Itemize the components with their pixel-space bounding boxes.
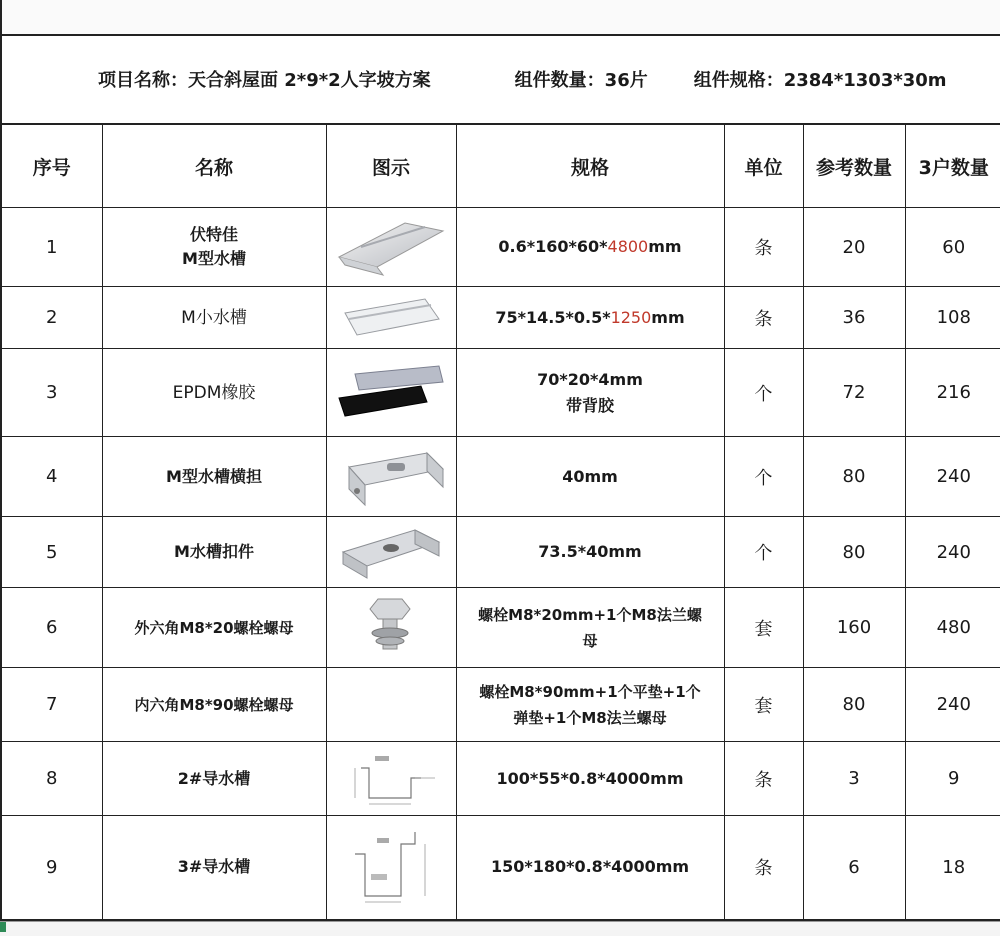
table-row	[1, 742, 1000, 816]
hex-bolt-icon	[326, 588, 456, 668]
row-ref-qty: 80	[803, 437, 905, 517]
table-row	[1, 588, 1000, 668]
row-unit: 条	[724, 742, 803, 816]
row-name: M小水槽	[102, 287, 326, 349]
channel-drawing-icon	[326, 742, 456, 816]
col-header-picture: 图示	[326, 124, 456, 208]
row-name: 2#导水槽	[102, 742, 326, 816]
row-ref-qty: 160	[803, 588, 905, 668]
row-unit: 个	[724, 437, 803, 517]
row-unit: 个	[724, 517, 803, 588]
row-unit: 条	[724, 208, 803, 287]
row-spec: 70*20*4mm 带背胶	[456, 349, 724, 437]
row-no: 5	[1, 517, 102, 588]
row-spec: 0.6*160*60*4800mm	[456, 208, 724, 287]
row-qty3: 240	[905, 668, 1000, 742]
row-name: M水槽扣件	[102, 517, 326, 588]
table-row	[1, 517, 1000, 588]
row-ref-qty: 3	[803, 742, 905, 816]
row-no: 1	[1, 208, 102, 287]
row-no: 2	[1, 287, 102, 349]
col-header-unit: 单位	[724, 124, 803, 208]
col-header-qty3: 3户数量	[905, 124, 1000, 208]
table-header-row	[1, 124, 1000, 208]
project-name: 项目名称：天合斜屋面 2*9*2人字坡方案	[98, 70, 431, 91]
row-spec: 40mm	[456, 437, 724, 517]
crossbar-icon	[326, 437, 456, 517]
row-spec: 螺栓M8*90mm+1个平垫+1个 弹垫+1个M8法兰螺母	[456, 668, 724, 742]
epdm-strip-icon	[326, 349, 456, 437]
row-qty3: 480	[905, 588, 1000, 668]
table-row	[1, 349, 1000, 437]
col-header-spec: 规格	[456, 124, 724, 208]
row-name: EPDM橡胶	[102, 349, 326, 437]
row-spec: 75*14.5*0.5*1250mm	[456, 287, 724, 349]
row-spec: 100*55*0.8*4000mm	[456, 742, 724, 816]
table-row	[1, 287, 1000, 349]
row-ref-qty: 72	[803, 349, 905, 437]
row-qty3: 18	[905, 816, 1000, 920]
project-header	[0, 36, 1000, 122]
row-ref-qty: 36	[803, 287, 905, 349]
sheet-top-band	[0, 0, 1000, 36]
module-spec: 组件规格：2384*1303*30m	[693, 70, 947, 91]
small-gutter-icon	[326, 287, 456, 349]
row-no: 3	[1, 349, 102, 437]
channel-drawing-3-icon	[326, 816, 456, 920]
row-unit: 条	[724, 287, 803, 349]
row-unit: 套	[724, 588, 803, 668]
row-qty3: 108	[905, 287, 1000, 349]
row-no: 7	[1, 668, 102, 742]
row-qty3: 216	[905, 349, 1000, 437]
col-header-name: 名称	[102, 124, 326, 208]
row-spec: 150*180*0.8*4000mm	[456, 816, 724, 920]
empty-picture-cell	[326, 668, 456, 742]
table-row	[1, 208, 1000, 287]
row-ref-qty: 80	[803, 668, 905, 742]
table-row	[1, 816, 1000, 920]
col-header-no: 序号	[1, 124, 102, 208]
row-no: 8	[1, 742, 102, 816]
row-name: 3#导水槽	[102, 816, 326, 920]
row-name: 外六角M8*20螺栓螺母	[102, 588, 326, 668]
row-qty3: 60	[905, 208, 1000, 287]
row-no: 6	[1, 588, 102, 668]
table-row	[1, 437, 1000, 517]
row-spec: 73.5*40mm	[456, 517, 724, 588]
row-name: 内六角M8*90螺栓螺母	[102, 668, 326, 742]
row-name: M型水槽横担	[102, 437, 326, 517]
sheet-bottom-edge	[0, 921, 1000, 936]
row-unit: 个	[724, 349, 803, 437]
clamp-icon	[326, 517, 456, 588]
row-ref-qty: 20	[803, 208, 905, 287]
row-qty3: 9	[905, 742, 1000, 816]
row-qty3: 240	[905, 517, 1000, 588]
m-gutter-icon	[326, 208, 456, 287]
row-ref-qty: 6	[803, 816, 905, 920]
row-qty3: 240	[905, 437, 1000, 517]
row-no: 9	[1, 816, 102, 920]
row-name: 伏特佳 M型水槽	[102, 208, 326, 287]
row-unit: 条	[724, 816, 803, 920]
row-unit: 套	[724, 668, 803, 742]
col-header-ref-qty: 参考数量	[803, 124, 905, 208]
row-spec: 螺栓M8*20mm+1个M8法兰螺 母	[456, 588, 724, 668]
bom-table	[0, 123, 1000, 921]
row-no: 4	[1, 437, 102, 517]
module-count: 组件数量：36片	[514, 70, 648, 91]
table-row	[1, 668, 1000, 742]
corner-marker	[0, 922, 6, 932]
row-ref-qty: 80	[803, 517, 905, 588]
